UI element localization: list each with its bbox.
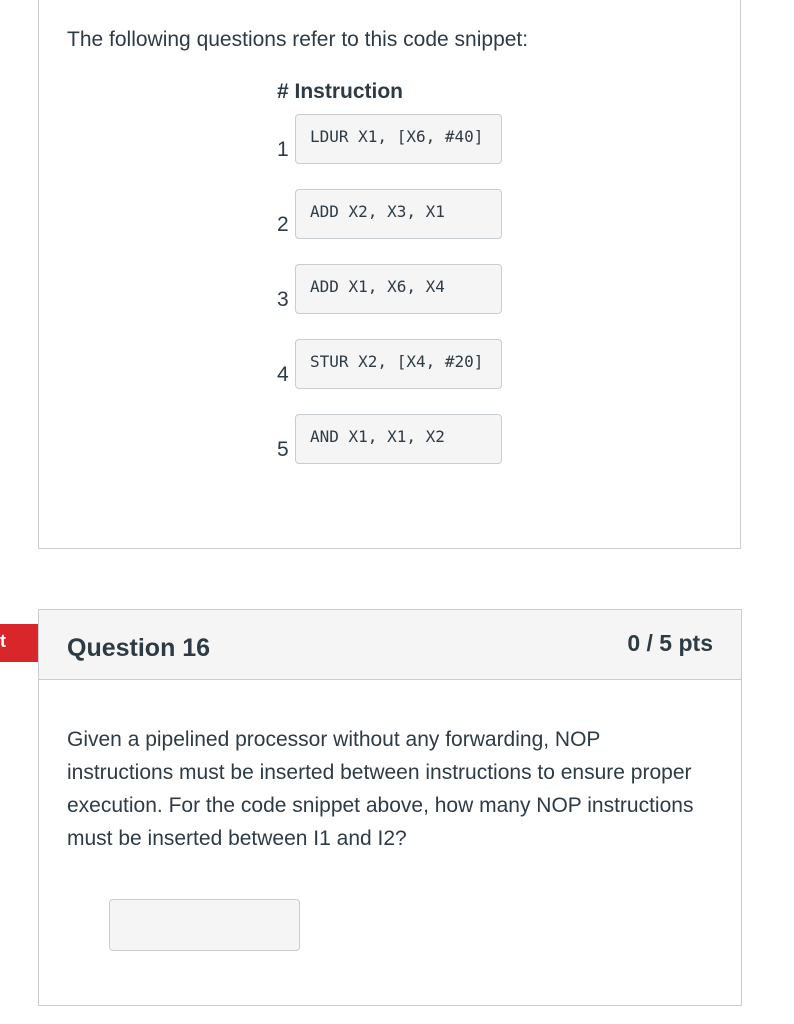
question-panel — [38, 609, 742, 1006]
question-title: Question 16 — [67, 634, 211, 662]
instruction-code: ADD X2, X3, X1 — [295, 189, 502, 239]
instruction-code: AND X1, X1, X2 — [295, 414, 502, 464]
marker-label: t — [0, 631, 6, 651]
instruction-number: 4 — [277, 363, 289, 386]
instruction-number: 3 — [277, 288, 289, 311]
instruction-row — [275, 414, 505, 466]
question-points: 0 / 5 pts — [627, 630, 713, 656]
question-header — [39, 610, 741, 680]
answer-input[interactable] — [109, 899, 300, 951]
instruction-row — [275, 114, 505, 166]
instruction-number: 2 — [277, 213, 289, 236]
code-snippet-panel — [38, 0, 741, 549]
instruction-table-header: # Instruction — [277, 80, 404, 103]
instruction-row — [275, 264, 505, 316]
instruction-number: 1 — [277, 138, 289, 161]
instruction-code: ADD X1, X6, X4 — [295, 264, 502, 314]
instruction-row — [275, 189, 505, 241]
snippet-intro-text: The following questions refer to this code snippet: — [67, 28, 529, 51]
instruction-code: LDUR X1, [X6, #40] — [295, 114, 502, 164]
instruction-number: 5 — [277, 438, 289, 461]
instruction-code: STUR X2, [X4, #20] — [295, 339, 502, 389]
instruction-row — [275, 339, 505, 391]
question-text: Given a pipelined processor without any forwarding, NOP instructions must be inserted between instructions to ensure proper execution. For the code snippet above, how many NOP instructions must be inserted between I1 and I2? — [67, 728, 694, 850]
